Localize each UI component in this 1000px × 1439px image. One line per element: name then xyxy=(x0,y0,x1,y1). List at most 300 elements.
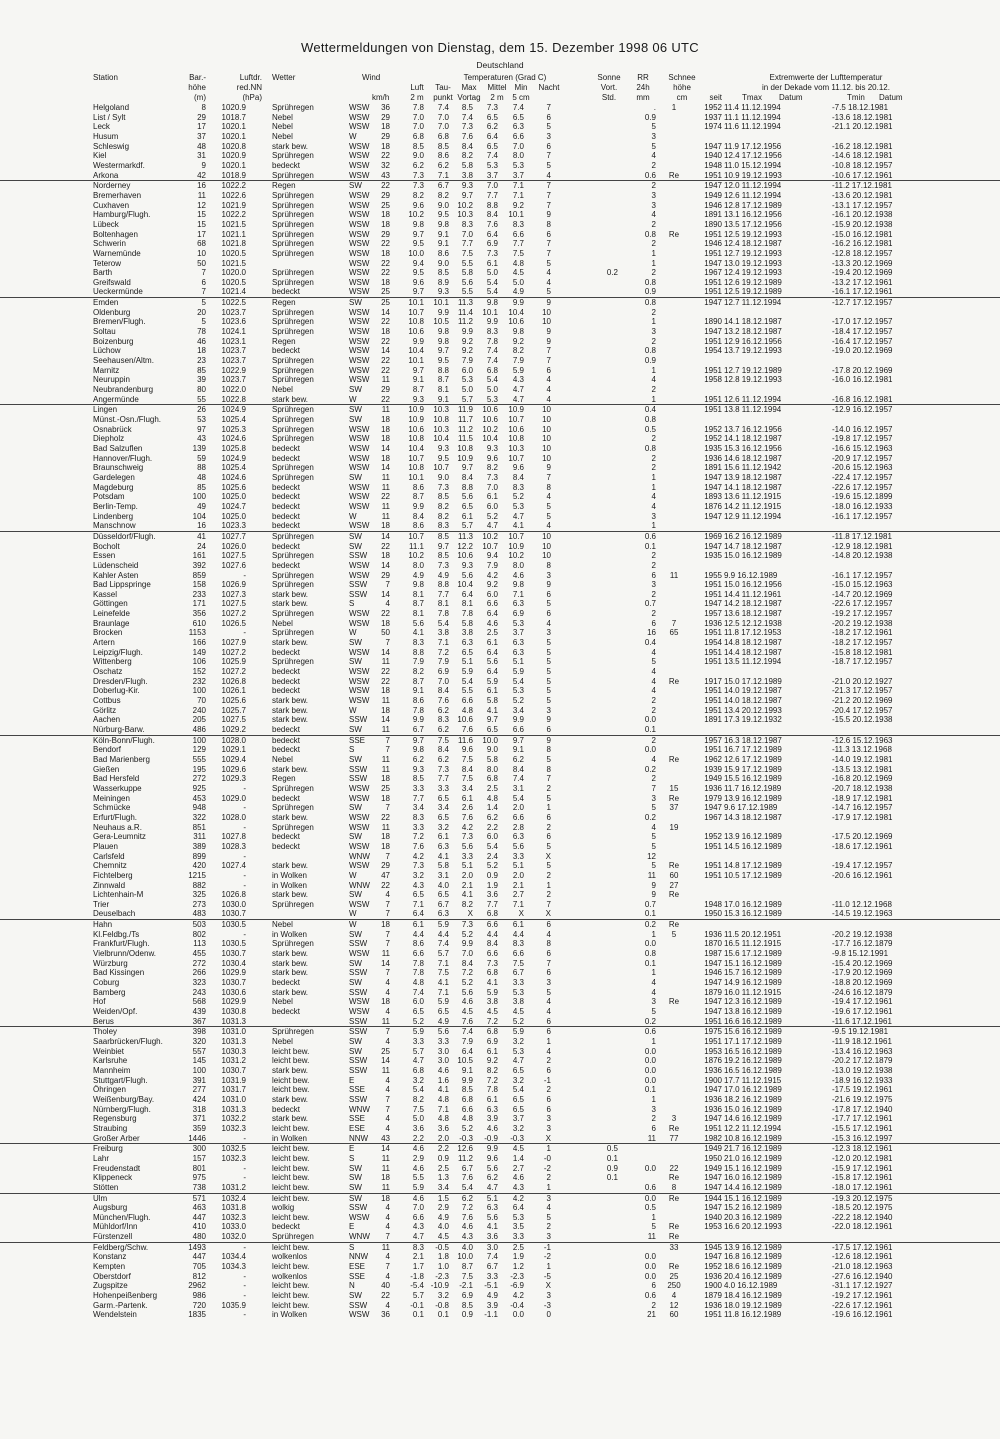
table-row xyxy=(0,492,1000,502)
record-since: 1947 xyxy=(704,258,722,268)
precipitation: 5 xyxy=(651,657,656,667)
barometer-height: 113 xyxy=(193,939,206,949)
barometer-height: 925 xyxy=(192,783,206,793)
precipitation: 2 xyxy=(651,696,656,706)
night-min: 10 xyxy=(542,443,551,453)
dew-point: 1.3 xyxy=(437,1173,449,1183)
weather: Sprühregen xyxy=(272,570,314,580)
wind-speed: 22 xyxy=(381,880,390,890)
air-temp: 4.1 xyxy=(412,628,424,638)
station-name: Wendelstein xyxy=(93,1310,137,1320)
barometer-height: 152 xyxy=(192,667,206,677)
station-name: Straubing xyxy=(93,1123,128,1133)
pressure: 1028.3 xyxy=(221,841,246,851)
mean-temp: 6.8 xyxy=(486,774,498,784)
min-temp-5cm: 4.8 xyxy=(512,258,524,268)
station-name: Meiningen xyxy=(93,793,130,803)
record-since: 1945 xyxy=(704,1242,722,1252)
record-tmax: 15.1 16.12.1989 xyxy=(724,1163,782,1173)
air-temp: 9.8 xyxy=(412,219,424,229)
station-name: Trier xyxy=(93,899,110,909)
air-temp: 9.7 xyxy=(412,365,424,375)
record-since: 1987 xyxy=(704,949,722,959)
record-tmin: -12.8 18.12.1957 xyxy=(832,248,893,258)
max-temp: 7.9 xyxy=(461,1037,473,1046)
record-tmin: -19.4 17.12.1957 xyxy=(832,861,893,871)
precipitation: 0.6 xyxy=(644,531,656,541)
barometer-height: 5 xyxy=(201,298,206,308)
weather: leicht bew. xyxy=(272,1300,310,1310)
dew-point: 9.7 xyxy=(437,346,449,356)
station-name: Zinnwald xyxy=(93,880,126,890)
pressure: 1035.9 xyxy=(221,1300,246,1310)
pressure: 1031.2 xyxy=(221,1182,246,1192)
precipitation: 0.8 xyxy=(644,415,656,424)
station-name: Cottbus xyxy=(93,696,121,706)
barometer-height: 323 xyxy=(192,978,206,988)
night-min: 3 xyxy=(546,1232,551,1242)
mean-temp: 5.4 xyxy=(486,375,498,385)
air-temp: 9.8 xyxy=(412,580,424,590)
record-since: 1947 xyxy=(704,141,722,151)
dew-point: 4.8 xyxy=(437,1094,449,1104)
air-temp: 10.6 xyxy=(408,327,424,337)
record-since: 1940 xyxy=(704,151,722,161)
col-header-wind: Wind xyxy=(362,73,381,82)
max-temp: 3.8 xyxy=(461,170,473,180)
night-min: 4 xyxy=(546,394,551,404)
min-temp-5cm: 2.0 xyxy=(512,870,524,880)
precipitation: . xyxy=(653,103,656,112)
col-header-bar1: Bar.- xyxy=(189,73,206,82)
record-since: 1947 xyxy=(704,1203,722,1213)
night-min: 4 xyxy=(546,277,551,287)
weather: leicht bew. xyxy=(272,1046,310,1056)
record-tmin: -20.2 19.12.1938 xyxy=(832,618,893,628)
max-temp: 5.7 xyxy=(461,521,473,531)
col-header-rr3: mm xyxy=(636,93,650,102)
table-row xyxy=(0,1291,1000,1301)
precipitation: 0.1 xyxy=(644,958,656,968)
wind-direction: SSW xyxy=(349,764,368,774)
wind-direction: WSW xyxy=(349,560,370,570)
weather: leicht bew. xyxy=(272,1085,310,1095)
pressure: 1024.1 xyxy=(221,327,246,337)
air-temp: 7.8 xyxy=(412,958,424,968)
precipitation: 0.9 xyxy=(644,356,656,366)
barometer-height: 975 xyxy=(192,1173,206,1183)
table-row xyxy=(0,454,1000,464)
record-since: 1951 xyxy=(704,1016,722,1026)
wind-direction: SW xyxy=(349,1173,362,1183)
record-tmax: 15.1 16.12.1989 xyxy=(724,1193,782,1203)
record-since: 1947 xyxy=(704,327,722,337)
min-temp-5cm: 8.0 xyxy=(512,151,524,161)
precipitation: 0.2 xyxy=(644,1016,656,1026)
mean-temp: 6.4 xyxy=(486,667,498,677)
dew-point: 7.1 xyxy=(437,638,449,648)
mean-temp: 6.3 xyxy=(486,1203,498,1213)
dew-point: 7.0 xyxy=(437,676,449,686)
record-since: 1870 xyxy=(704,939,722,949)
pressure: 1025.4 xyxy=(221,415,246,424)
record-tmin: -13.3 20.12.1969 xyxy=(832,258,893,268)
weather: Sprühregen xyxy=(272,822,314,832)
wind-direction: SW xyxy=(349,890,362,900)
dew-point: 9.0 xyxy=(437,472,449,482)
dew-point: 3.2 xyxy=(437,1291,449,1301)
station-name: Fichtelberg xyxy=(93,870,133,880)
wind-direction: WSW xyxy=(349,783,370,793)
precipitation: 0.5 xyxy=(644,424,656,434)
record-since: 1951 xyxy=(704,628,722,638)
mean-temp: 5.9 xyxy=(486,676,498,686)
station-name: Plauen xyxy=(93,841,118,851)
pressure: 1021.9 xyxy=(221,200,246,210)
max-temp: 7.9 xyxy=(461,356,473,366)
barometer-height: 12 xyxy=(197,200,206,210)
pressure: 1029.9 xyxy=(221,997,246,1007)
precipitation: 5 xyxy=(651,841,656,851)
col-header-extremes-period: in der Dekade vom 11.12. bis 20.12. xyxy=(762,83,890,92)
max-temp: 7.3 xyxy=(461,122,473,132)
night-min: 6 xyxy=(546,920,551,930)
weather: Sprühregen xyxy=(272,434,314,444)
min-temp-5cm: 7.9 xyxy=(512,356,524,366)
precipitation: 5 xyxy=(651,1007,656,1017)
table-row xyxy=(0,542,1000,552)
barometer-height: 801 xyxy=(192,1163,206,1173)
precipitation: 0.4 xyxy=(644,638,656,648)
table-row xyxy=(0,463,1000,473)
barometer-height: 18 xyxy=(197,346,206,356)
precipitation: 21 xyxy=(647,1310,656,1320)
air-temp: 10.9 xyxy=(408,405,424,415)
min-temp-5cm: 4.9 xyxy=(512,287,524,297)
air-temp: 10.7 xyxy=(408,531,424,541)
record-since: 1891 xyxy=(704,210,722,220)
col-header-mittel-b: 2 m xyxy=(490,93,504,102)
pressure: 1027.8 xyxy=(221,832,246,842)
wind-direction: E xyxy=(349,1075,355,1085)
mean-temp: 6.9 xyxy=(486,239,498,249)
dew-point: 3.4 xyxy=(437,803,449,813)
precipitation: 1 xyxy=(651,472,656,482)
wind-direction: W xyxy=(349,870,357,880)
station-name: Braunschweig xyxy=(93,463,144,473)
pressure: - xyxy=(243,1281,246,1291)
station-name: Lingen xyxy=(93,405,118,415)
air-temp: 8.5 xyxy=(412,141,424,151)
barometer-height: 100 xyxy=(192,1065,206,1075)
air-temp: 6.8 xyxy=(412,131,424,141)
record-tmin: -12.0 20.12.1981 xyxy=(832,1153,893,1163)
record-since: 1900 xyxy=(704,1281,722,1291)
mean-temp: 9.6 xyxy=(486,453,498,463)
max-temp: 11.9 xyxy=(458,405,473,415)
min-temp-5cm: 8.3 xyxy=(512,482,524,492)
dew-point: 4.4 xyxy=(437,929,449,939)
min-temp-5cm: 4.6 xyxy=(512,1173,524,1183)
air-temp: 9.7 xyxy=(412,229,424,239)
night-min: 2 xyxy=(546,783,551,793)
table-row xyxy=(0,230,1000,240)
air-temp: 7.7 xyxy=(412,793,424,803)
record-tmax: 12.7 19.12.1989 xyxy=(724,365,782,375)
station-name: Norderney xyxy=(93,181,131,191)
station-name: Gera-Leumnitz xyxy=(93,832,146,842)
precipitation: 0.8 xyxy=(644,949,656,959)
station-name: Augsburg xyxy=(93,1203,128,1213)
wind-direction: WSW xyxy=(349,287,370,297)
dew-point: 7.5 xyxy=(437,735,449,745)
mean-temp: 7.7 xyxy=(486,190,498,200)
wind-direction: WSW xyxy=(349,492,370,502)
barometer-height: 1835 xyxy=(188,1310,206,1320)
max-temp: 6.2 xyxy=(461,1193,473,1203)
wind-speed: 14 xyxy=(381,958,390,968)
record-since: 1917 xyxy=(704,676,722,686)
pressure: - xyxy=(243,1133,246,1143)
record-tmin: -11.8 17.12.1981 xyxy=(832,531,892,541)
wind-direction: SSE xyxy=(349,1271,366,1281)
record-since: 1951 xyxy=(704,589,722,599)
record-tmin: -21.1 20.12.1981 xyxy=(832,122,893,132)
weather: Nebel xyxy=(272,1037,293,1046)
table-row xyxy=(0,619,1000,629)
station-name: Kassel xyxy=(93,589,118,599)
min-temp-5cm: 7.4 xyxy=(512,774,524,784)
air-temp: 2.2 xyxy=(412,1133,424,1143)
night-min: 3 xyxy=(546,1123,551,1133)
record-since: 1951 xyxy=(704,686,722,696)
snow-depth: 1 xyxy=(671,103,677,112)
night-min: 7 xyxy=(546,200,551,210)
max-temp: 7.6 xyxy=(461,1212,473,1222)
record-tmin: -12.9 18.12.1981 xyxy=(832,541,893,551)
wind-direction: WSW xyxy=(349,317,370,327)
max-temp: 6.4 xyxy=(461,589,473,599)
wind-direction: SSW xyxy=(349,1016,368,1026)
min-temp-5cm: 7.1 xyxy=(512,899,524,909)
air-temp: 4.2 xyxy=(412,851,424,861)
weather: Sprühregen xyxy=(272,609,314,619)
record-tmax: 12.8 19.12.1993 xyxy=(724,375,782,385)
min-temp-5cm: 5.3 xyxy=(512,618,524,628)
max-temp: 11.2 xyxy=(458,1153,473,1163)
min-temp-5cm: 10.1 xyxy=(508,210,524,220)
min-temp-5cm: 9.1 xyxy=(512,745,524,755)
wind-direction: WSW xyxy=(349,346,370,356)
barometer-height: 104 xyxy=(192,511,206,521)
wind-speed: 7 xyxy=(385,745,390,755)
barometer-height: 85 xyxy=(197,365,206,375)
pressure: 1025.4 xyxy=(221,463,246,473)
record-tmax: 14.4 18.12.1987 xyxy=(724,647,782,657)
weather: in Wolken xyxy=(272,929,307,939)
dew-point: 6.7 xyxy=(437,899,449,909)
barometer-height: 7 xyxy=(201,268,206,278)
record-tmax: 17.1 17.12.1989 xyxy=(724,1037,782,1046)
weather: bedeckt xyxy=(272,346,301,356)
night-min: 6 xyxy=(546,949,551,959)
precipitation: 0.0 xyxy=(644,1262,656,1272)
table-row xyxy=(0,239,1000,249)
dew-point: 3.4 xyxy=(437,1182,449,1192)
weather: Regen xyxy=(272,336,296,346)
table-row xyxy=(0,842,1000,852)
record-since: 1944 xyxy=(704,1193,722,1203)
col-header-bar3: (m) xyxy=(194,93,206,102)
max-temp: 7.3 xyxy=(461,920,473,930)
record-tmin: -17.5 17.12.1961 xyxy=(832,1242,893,1252)
max-temp: 7.3 xyxy=(461,832,473,842)
table-row xyxy=(0,580,1000,590)
pressure: 1029.6 xyxy=(221,764,246,774)
record-since: 1974 xyxy=(704,122,722,132)
record-tmax: 12.4 19.12.1993 xyxy=(724,268,782,278)
record-since: 1947 xyxy=(704,472,722,482)
air-temp: 9.0 xyxy=(412,151,424,161)
precipitation: 5 xyxy=(651,861,656,871)
record-since: 1947 xyxy=(704,978,722,988)
min-temp-5cm: 2.1 xyxy=(512,880,524,890)
min-temp-5cm: 10.7 xyxy=(508,531,524,541)
wind-speed: 14 xyxy=(381,346,390,356)
sunshine: 0.9 xyxy=(606,1163,618,1173)
pressure: 1030.7 xyxy=(221,1065,246,1075)
max-temp: 5.7 xyxy=(461,394,473,404)
night-min: 7 xyxy=(546,190,551,200)
record-tmin: -13.2 17.12.1961 xyxy=(832,277,893,287)
record-since: 1957 xyxy=(704,609,722,619)
record-since: 1953 xyxy=(704,1222,722,1232)
air-temp: 7.3 xyxy=(412,181,424,191)
wind-direction: SSW xyxy=(349,715,368,725)
night-min: 6 xyxy=(546,365,551,375)
pressure: 1027.2 xyxy=(221,609,246,619)
col-header-sonne1: Sonne xyxy=(597,73,621,82)
max-temp: -2.1 xyxy=(459,1281,473,1291)
wind-direction: WSW xyxy=(349,375,370,385)
record-tmax: 15.3 16.12.1956 xyxy=(724,443,782,453)
station-name: Bad Hersfeld xyxy=(93,774,140,784)
record-tmax: 13.9 16.12.1989 xyxy=(724,832,782,842)
air-temp: 9.9 xyxy=(412,501,424,511)
weather: leicht bew. xyxy=(272,1212,310,1222)
record-tmax: 13.6 11.12.1915 xyxy=(724,492,782,502)
wind-direction: SSW xyxy=(349,1094,368,1104)
wind-direction: WSW xyxy=(349,258,370,268)
weather: stark bew. xyxy=(272,1065,309,1075)
wind-direction: SW xyxy=(349,978,362,988)
dew-point: 8.3 xyxy=(437,715,449,725)
min-temp-5cm: 4.1 xyxy=(512,521,524,531)
wind-direction: SSE xyxy=(349,1114,366,1124)
table-row xyxy=(0,404,1000,415)
pressure: 1022.9 xyxy=(221,365,246,375)
mean-temp: 6.2 xyxy=(486,1173,498,1183)
record-since: 1951 xyxy=(704,870,722,880)
station-name: Weinbiet xyxy=(93,1046,124,1056)
wind-direction: WSW xyxy=(349,501,370,511)
record-tmin: -19.4 17.12.1961 xyxy=(832,997,893,1007)
max-temp: 4.8 xyxy=(461,705,473,715)
wind-speed: 18 xyxy=(381,122,390,132)
weather: Sprühregen xyxy=(272,365,314,375)
night-min: 3 xyxy=(546,1193,551,1203)
min-temp-5cm: 5.4 xyxy=(512,793,524,803)
night-min: 5 xyxy=(546,122,551,132)
pressure: 1027.9 xyxy=(221,638,246,648)
max-temp: 6.4 xyxy=(461,1046,473,1056)
mean-temp: 10.6 xyxy=(482,405,498,415)
record-tmin: -21.0 18.12.1963 xyxy=(832,1262,893,1272)
record-since: 1947 xyxy=(704,1252,722,1262)
weather: leicht bew. xyxy=(272,1144,310,1154)
barometer-height: 720 xyxy=(192,1300,206,1310)
night-min: 10 xyxy=(542,434,551,444)
col-header-luft2: red.NN xyxy=(236,83,262,92)
record-tmin: -17.9 20.12.1969 xyxy=(832,968,893,978)
record-tmin: -16.8 16.12.1981 xyxy=(832,394,893,404)
night-min: 9 xyxy=(546,327,551,337)
air-temp: 6.4 xyxy=(412,909,424,919)
max-temp: 11.3 xyxy=(458,531,473,541)
mean-temp: 6.4 xyxy=(486,609,498,619)
pressure: 1026.1 xyxy=(221,686,246,696)
weather: bedeckt xyxy=(272,482,301,492)
pressure: 1030.7 xyxy=(221,978,246,988)
station-name: Kl.Feldbg./Ts xyxy=(93,929,140,939)
max-temp: 7.6 xyxy=(461,1016,473,1026)
record-tmax: 13.8 16.12.1989 xyxy=(724,1007,782,1017)
min-temp-5cm: 7.1 xyxy=(512,589,524,599)
pressure: 1023.7 xyxy=(221,356,246,366)
weather: bedeckt xyxy=(272,841,301,851)
dew-point: 3.3 xyxy=(437,1037,449,1046)
wind-direction: WSW xyxy=(349,356,370,366)
night-min: 5 xyxy=(546,599,551,609)
min-temp-5cm: -0.4 xyxy=(510,1300,524,1310)
station-name: Garm.-Partenk. xyxy=(93,1300,148,1310)
mean-temp: 5.2 xyxy=(486,511,498,521)
max-temp: 4.5 xyxy=(461,1007,473,1017)
precipitation: 0.9 xyxy=(644,287,656,297)
weather: Sprühregen xyxy=(272,327,314,337)
pressure: 1027.6 xyxy=(221,560,246,570)
wind-direction: W xyxy=(349,131,357,141)
station-name: Cuxhaven xyxy=(93,200,130,210)
mean-temp: 4.6 xyxy=(486,1123,498,1133)
max-temp: 6.5 xyxy=(461,501,473,511)
station-name: Frankfurt/Flugh. xyxy=(93,939,150,949)
air-temp: 4.3 xyxy=(412,880,424,890)
station-name: Osnabrück xyxy=(93,424,132,434)
station-name: Teterow xyxy=(93,258,122,268)
pressure: - xyxy=(243,822,246,832)
record-tmin: -16.2 16.12.1981 xyxy=(832,239,893,249)
precipitation: 5 xyxy=(651,141,656,151)
record-since: 1947 xyxy=(704,997,722,1007)
min-temp-5cm: 6.1 xyxy=(512,920,524,930)
station-name: Bendorf xyxy=(93,745,122,755)
table-row xyxy=(0,696,1000,706)
pressure: 1022.2 xyxy=(221,210,246,220)
table-row xyxy=(0,278,1000,288)
record-tmin: -12.7 17.12.1957 xyxy=(832,298,893,308)
barometer-height: 453 xyxy=(192,793,206,803)
